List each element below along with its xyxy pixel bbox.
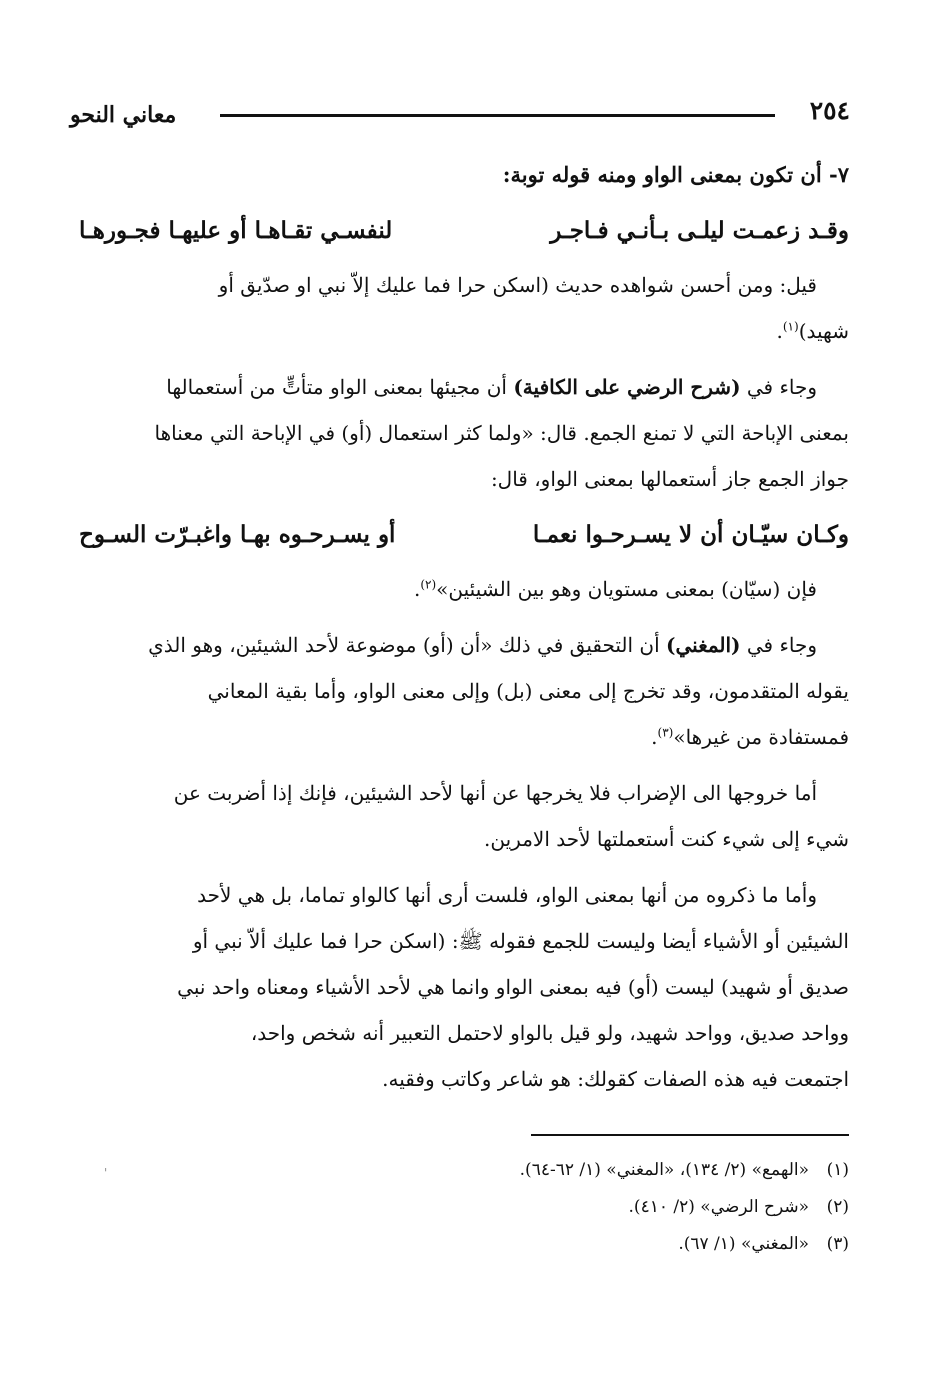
verse-2-second-hemistich: أو يسـرحـوه بهـا واغبـرّت السـوح <box>79 521 396 548</box>
footnote-ref-1[interactable]: (١) <box>782 319 799 334</box>
paragraph-6-line-4: وواحد صديق، وواحد شهيد، ولو قيل بالواو لاحتمل التعبير أنه شخص واحد، <box>250 1021 849 1045</box>
paragraph-5-line-1: أما خروجها الى الإضراب فلا يخرجها عن أنها لأحد الشيئين، فإنك إذا أضربت عن <box>173 781 817 805</box>
page-number: ٢٥٤ <box>809 96 850 125</box>
paragraph-3-text: فإن (سيّان) بمعنى مستويان وهو بين الشيئين» <box>436 577 817 601</box>
footnote-3 <box>79 1226 849 1263</box>
footnote-3-number: (٣) <box>826 1234 849 1254</box>
paragraph-6-line-5: اجتمعت فيه هذه الصفات كقولك: هو شاعر وكاتب وفقيه. <box>382 1067 849 1091</box>
paragraph-2-line-2: بمعنى الإباحة التي لا تمنع الجمع. قال: «ولما كثر استعمال (أو) في الإباحة التي معناها <box>154 421 849 445</box>
verse-2 <box>79 512 849 558</box>
page-body <box>79 152 849 1112</box>
paragraph-6-line-2: الشيئين أو الأشياء أيضا وليست للجمع فقوله ﷺ: (اسكن حرا فما عليك ألاّ نبي أو <box>192 929 849 953</box>
verse-1 <box>79 208 849 254</box>
paragraph-1-line-2 <box>79 308 849 354</box>
header-rule <box>220 114 775 117</box>
paragraph-4 <box>79 622 849 760</box>
verse-2-first-hemistich: وكـان سيّـان أن لا يسـرحـوا نعمـا <box>532 521 849 548</box>
cited-book-sharh-radi: (شرح الرضي على الكافية) <box>513 375 741 399</box>
verse-1-first-hemistich: وقـد زعمـت ليلـى بـأنـي فـاجـر <box>550 217 849 244</box>
paragraph-4-lead: وجاء في <box>740 633 817 657</box>
footnote-2-number: (٢) <box>826 1197 849 1217</box>
paragraph-2-line-3: جواز الجمع جاز أستعمالها بمعنى الواو، قال: <box>490 467 849 491</box>
footnote-1-text: «الهمع» (٢/ ١٣٤)، «المغني» (١/ ٦٢-٦٤). <box>519 1160 809 1180</box>
footnote-1 <box>79 1152 849 1189</box>
paragraph-1 <box>79 262 849 354</box>
footnote-ref-2[interactable]: (٢) <box>420 577 437 592</box>
paragraph-6-line-3: صديق أو شهيد) ليست (أو) فيه بمعنى الواو وانما هي لأحد الأشياء ومعناه واحد نبي <box>177 975 849 999</box>
paragraph-5-line-2: شيء إلى شيء كنت أستعملتها لأحد الامرين. <box>484 827 849 851</box>
section-heading: ٧- أن تكون بمعنى الواو ومنه قوله توبة: <box>502 162 849 187</box>
paragraph-4-rest: أن التحقيق في ذلك «أن (أو) موضوعة لأحد الشيئين، وهو الذي <box>148 633 667 657</box>
paragraph-2 <box>79 364 849 502</box>
cited-book-mughni: (المغني) <box>666 633 741 657</box>
paragraph-3-line-1 <box>79 566 849 612</box>
page-header <box>70 92 850 132</box>
paragraph-4-line-2: يقوله المتقدمون، وقد تخرج إلى معنى (بل) وإلى معنى الواو، وأما بقية المعاني <box>207 679 849 703</box>
footnote-2 <box>79 1189 849 1226</box>
paragraph-3-end: . <box>413 577 421 601</box>
verse-1-second-hemistich: لنفسـي تقـاهـا أو عليهـا فجـورهـا <box>79 217 393 244</box>
paragraph-1-text: شهيد) <box>798 319 849 343</box>
footnote-separator <box>531 1134 849 1136</box>
paragraph-4-line-3 <box>79 714 849 760</box>
paragraph-4-line-1 <box>79 622 849 668</box>
paragraph-5 <box>79 770 849 862</box>
footnote-3-text: «المغني» (١/ ٦٧). <box>678 1234 809 1254</box>
footnote-1-number: (١) <box>826 1160 849 1180</box>
paragraph-4-text: فمستفادة من غيرها» <box>673 725 849 749</box>
paragraph-3 <box>79 566 849 612</box>
paragraph-4-end: . <box>651 725 658 749</box>
footnotes <box>79 1152 849 1263</box>
running-title: معاني النحو <box>70 102 177 128</box>
footnote-ref-3[interactable]: (٣) <box>657 725 674 740</box>
paragraph-6 <box>79 872 849 1102</box>
paragraph-2-lead: وجاء في <box>740 375 817 399</box>
paragraph-1-line-1: قيل: ومن أحسن شواهده حديث (اسكن حرا فما عليك إلاّ نبي او صدّيق أو <box>218 273 817 297</box>
paragraph-2-line-1 <box>79 364 849 410</box>
paragraph-6-line-1: وأما ما ذكروه من أنها بمعنى الواو، فلست أرى أنها كالواو تماما، بل هي لأحد <box>197 883 817 907</box>
scan-speck: ' <box>104 1166 108 1180</box>
footnote-2-text: «شرح الرضي» (٢/ ٤١٠). <box>628 1197 809 1217</box>
paragraph-1-end: . <box>776 319 783 343</box>
paragraph-2-rest: أن مجيئها بمعنى الواو متأتٍّ من أستعمالها <box>166 375 514 399</box>
